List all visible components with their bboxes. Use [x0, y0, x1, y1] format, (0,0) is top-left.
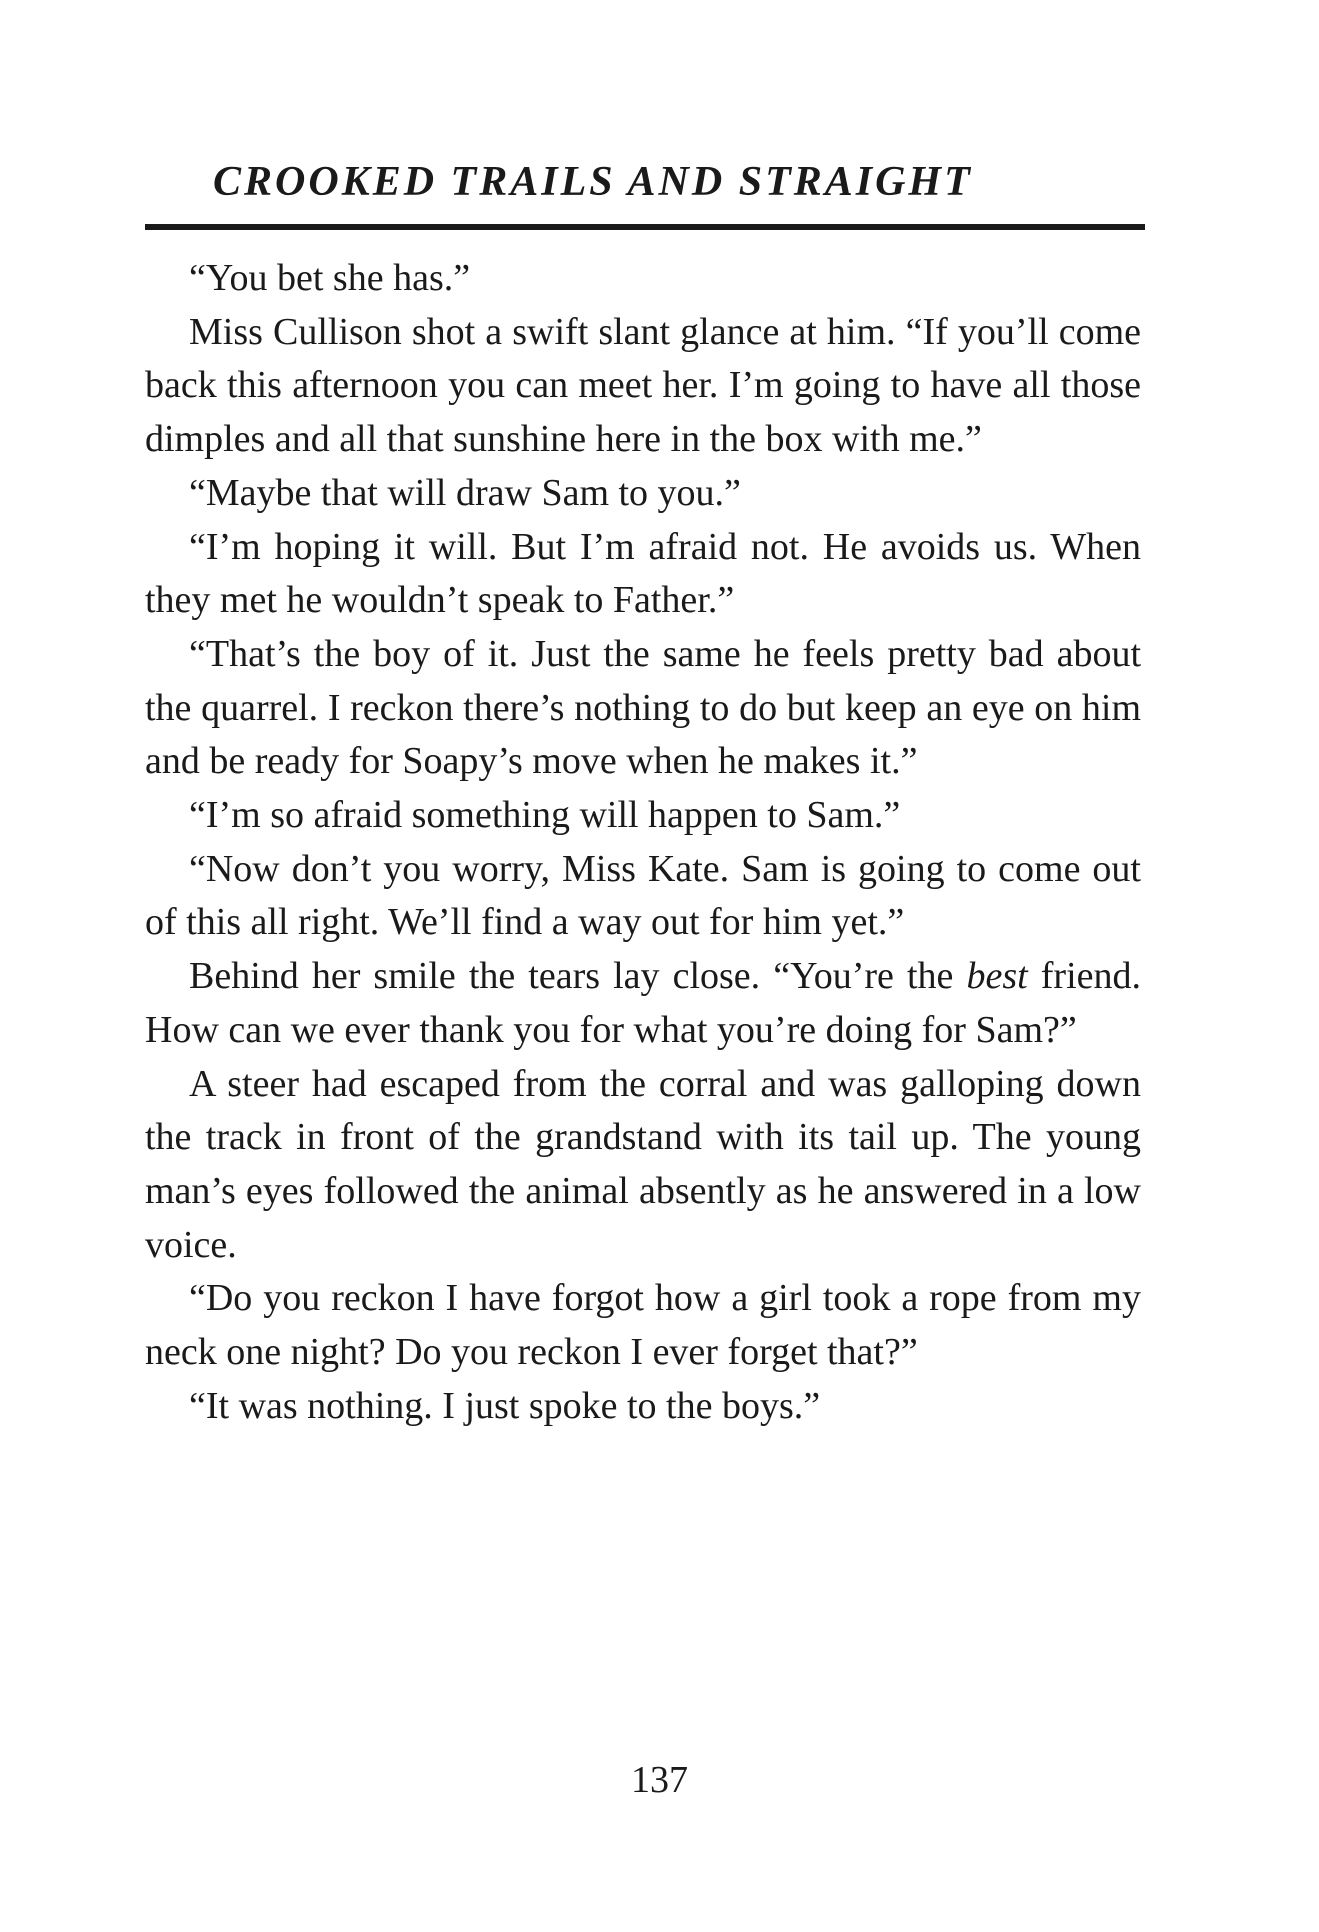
paragraph: “Do you reckon I have forgot how a girl took a rope from my neck one night? Do you reckon I ever forget that?”: [145, 1277, 1141, 1374]
italic-emphasis: best: [966, 955, 1028, 998]
running-head: CROOKED TRAILS AND STRAIGHT: [213, 159, 973, 205]
paragraph: [145, 950, 1141, 1057]
paragraph: “It was nothing. I just spoke to the boys.”: [189, 1384, 821, 1427]
paragraph-text: friend. How can we ever thank you for what you’re doing for Sam?”: [145, 955, 1142, 1051]
paragraph: Miss Cullison shot a swift slant glance at him. “If you’ll come back this afternoon you can meet her. I’m going to have all those dimples and all that sunshine here in the box with me.”: [145, 310, 1141, 461]
header-rule: [145, 224, 1145, 230]
paragraph: A steer had escaped from the corral and was galloping down the track in front of the grandstand with its tail up. The young man’s eyes followed the animal absently as he answered in a low voice.: [145, 1062, 1141, 1266]
paragraph: “Maybe that will draw Sam to you.”: [189, 471, 741, 514]
paragraph-text: Behind her smile the tears lay close. “You’re the: [189, 955, 967, 998]
paragraph: “I’m so afraid something will happen to Sam.”: [189, 794, 901, 837]
paragraph: “Now don’t you worry, Miss Kate. Sam is going to come out of this all right. We’ll find a way out for him yet.”: [145, 847, 1141, 944]
page-number: 137: [631, 1759, 688, 1801]
paragraph: “That’s the boy of it. Just the same he feels pretty bad about the quarrel. I reckon there’s nothing to do but keep an eye on him and be ready for Soapy’s move when he makes it.”: [145, 632, 1141, 783]
paragraph: “You bet she has.”: [189, 257, 471, 299]
paragraph: “I’m hoping it will. But I’m afraid not. He avoids us. When they met he wouldn’t speak to Father.”: [145, 525, 1141, 622]
body-text: [145, 252, 1141, 1433]
